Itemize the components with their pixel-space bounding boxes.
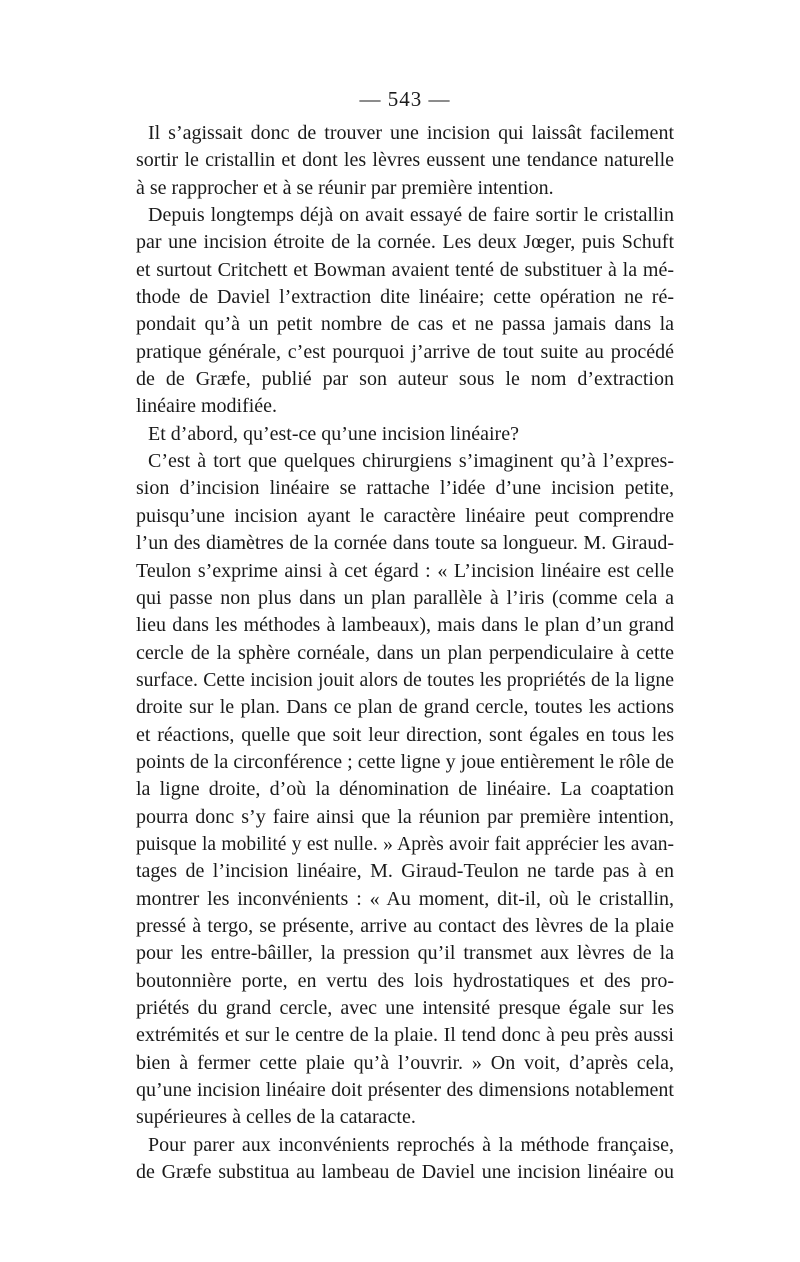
page-number: — 543 —: [359, 87, 451, 111]
text-line: pratique générale, c’est pourquoi j’arrive de tout suite au procédé: [136, 340, 674, 363]
text-line: à se rapprocher et à se réunir par première intention.: [136, 176, 554, 199]
text-line: et réactions, quelle que soit leur direction, sont égales en tous les: [136, 723, 674, 746]
text-line: Depuis longtemps déjà on avait essayé de faire sortir le cristallin: [148, 204, 674, 227]
text-line: thode de Daviel l’extraction dite linéaire; cette opération ne ré-: [136, 286, 674, 309]
text-line: l’un des diamètres de la cornée dans toute sa longueur. M. Giraud-: [136, 532, 674, 555]
text-line: puisqu’une incision ayant le caractère linéaire peut comprendre: [136, 504, 674, 527]
text-line: qui passe non plus dans un plan parallèle à l’iris (comme cela a: [136, 586, 674, 609]
text-line: et surtout Critchett et Bowman avaient tenté de substituer à la mé-: [136, 258, 674, 281]
text-line: C’est à tort que quelques chirurgiens s’imaginent qu’à l’expres-: [148, 450, 674, 473]
text-line: linéaire modifiée.: [136, 395, 278, 418]
text-line: Et d’abord, qu’est-ce qu’une incision linéaire?: [148, 422, 519, 445]
text-line: de de Græfe, publié par son auteur sous le nom d’extraction: [136, 368, 674, 391]
text-line: pondait qu’à un petit nombre de cas et ne passa jamais dans la: [136, 313, 674, 336]
text-line: par une incision étroite de la cornée. Les deux Jœger, puis Schuft: [136, 231, 674, 254]
text-line: surface. Cette incision jouit alors de toutes les propriétés de la ligne: [136, 668, 674, 691]
text-line: cercle de la sphère cornéale, dans un plan perpendiculaire à cette: [136, 641, 674, 664]
text-line: de Græfe substitua au lambeau de Daviel une incision linéaire ou: [136, 1161, 674, 1184]
text-line: pressé à tergo, se présente, arrive au contact des lèvres de la plaie: [136, 914, 674, 937]
text-line: supérieures à celles de la cataracte.: [136, 1106, 416, 1129]
text-line: pour les entre-bâiller, la pression qu’il transmet aux lèvres de la: [136, 942, 674, 965]
text-line: Pour parer aux inconvénients reprochés à la méthode française,: [148, 1133, 674, 1156]
text-line: Il s’agissait donc de trouver une incision qui laissât facilement: [148, 122, 674, 144]
text-line: bien à fermer cette plaie qu’à l’ouvrir. » On voit, d’après cela,: [136, 1051, 674, 1074]
text-line: boutonnière porte, en vertu des lois hydrostatiques et des pro-: [136, 969, 674, 992]
text-line: sortir le cristallin et dont les lèvres eussent une tendance naturelle: [136, 149, 674, 172]
text-line: montrer les inconvénients : « Au moment, dit-il, où le cristallin,: [136, 887, 674, 910]
book-page: [136, 86, 674, 1186]
text-line: sion d’incision linéaire se rattache l’idée d’une incision petite,: [136, 477, 674, 500]
text-line: Teulon s’exprime ainsi à cet égard : « L’incision linéaire est celle: [136, 559, 674, 582]
text-line: extrémités et sur le centre de la plaie. Il tend donc à peu près aussi: [136, 1024, 674, 1047]
text-line: points de la circonférence ; cette ligne y joue entièrement le rôle de: [136, 750, 674, 773]
text-line: qu’une incision linéaire doit présenter des dimensions notablement: [136, 1079, 674, 1102]
text-line: priétés du grand cercle, avec une intensité presque égale sur les: [136, 997, 674, 1019]
text-line: tages de l’incision linéaire, M. Giraud-Teulon ne tarde pas à en: [136, 860, 674, 883]
body-text: [136, 120, 674, 1186]
text-line: droite sur le plan. Dans ce plan de grand cercle, toutes les actions: [136, 696, 674, 719]
text-line: la ligne droite, d’où la dénomination de linéaire. La coaptation: [136, 778, 674, 801]
text-line: puisque la mobilité y est nulle. » Après avoir fait apprécier les avan-: [136, 833, 674, 855]
text-line: lieu dans les méthodes à lambeaux), mais dans le plan d’un grand: [136, 614, 674, 637]
text-line: pourra donc s’y faire ainsi que la réunion par première intention,: [136, 805, 674, 828]
